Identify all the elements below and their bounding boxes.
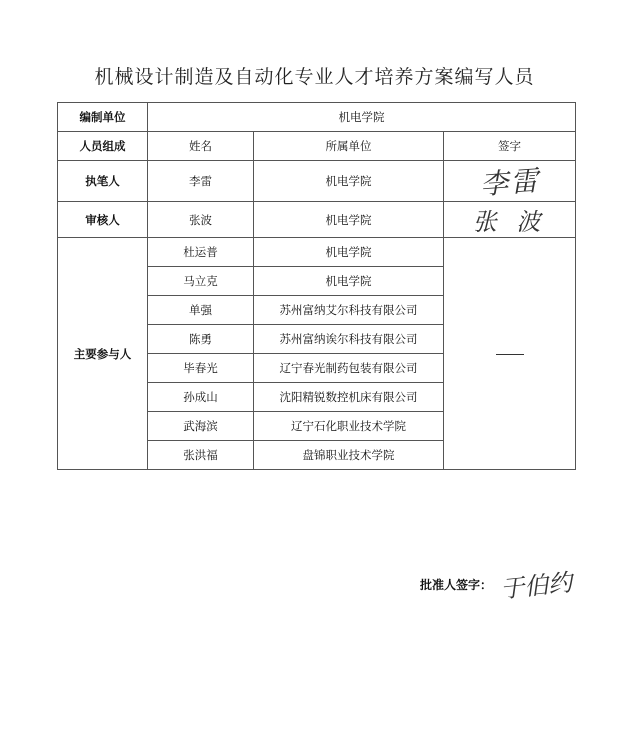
member-name: 张洪福 — [148, 441, 254, 470]
lead-handwritten-signature: 李雷 — [478, 163, 541, 202]
lead-unit: 机电学院 — [254, 161, 444, 202]
member-unit: 机电学院 — [254, 238, 444, 267]
dash-mark — [496, 354, 524, 355]
reviewer-role: 审核人 — [58, 202, 148, 238]
member-unit: 苏州富纳诶尔科技有限公司 — [254, 325, 444, 354]
lead-role: 执笔人 — [58, 161, 148, 202]
member-name: 武海滨 — [148, 412, 254, 441]
member-name: 单强 — [148, 296, 254, 325]
table-row-reviewer — [58, 202, 576, 238]
reviewer-unit: 机电学院 — [254, 202, 444, 238]
table-row-lead — [58, 161, 576, 202]
reviewer-signature-cell — [444, 202, 576, 238]
lead-signature-cell — [444, 161, 576, 202]
member-name: 马立克 — [148, 267, 254, 296]
member-unit: 辽宁石化职业技术学院 — [254, 412, 444, 441]
roster-table — [57, 102, 576, 470]
participants-signature-cell — [444, 238, 576, 470]
member-unit: 机电学院 — [254, 267, 444, 296]
compiling-unit-label: 编制单位 — [58, 103, 148, 132]
member-unit: 盘锦职业技术学院 — [254, 441, 444, 470]
member-name: 杜运普 — [148, 238, 254, 267]
table-header-row — [58, 132, 576, 161]
lead-name: 李雷 — [148, 161, 254, 202]
header-signature: 签字 — [444, 132, 576, 161]
header-unit: 所属单位 — [254, 132, 444, 161]
member-name: 陈勇 — [148, 325, 254, 354]
compiling-unit-value: 机电学院 — [148, 103, 576, 132]
header-name: 姓名 — [148, 132, 254, 161]
reviewer-name: 张波 — [148, 202, 254, 238]
approver-label: 批准人签字： — [420, 578, 493, 592]
header-group: 人员组成 — [58, 132, 148, 161]
member-unit: 苏州富纳艾尔科技有限公司 — [254, 296, 444, 325]
member-name: 孙成山 — [148, 383, 254, 412]
table-row-compiling-unit — [58, 103, 576, 132]
member-unit: 辽宁春光制药包装有限公司 — [254, 354, 444, 383]
approver-handwritten-signature: 于伯约 — [498, 568, 574, 604]
member-name: 毕春光 — [148, 354, 254, 383]
table-row — [58, 238, 576, 267]
page-title: 机械设计制造及自动化专业人才培养方案编写人员 — [94, 66, 535, 88]
reviewer-handwritten-signature: 张 波 — [472, 208, 547, 236]
participants-role: 主要参与人 — [58, 238, 148, 470]
member-unit: 沈阳精锐数控机床有限公司 — [254, 383, 444, 412]
